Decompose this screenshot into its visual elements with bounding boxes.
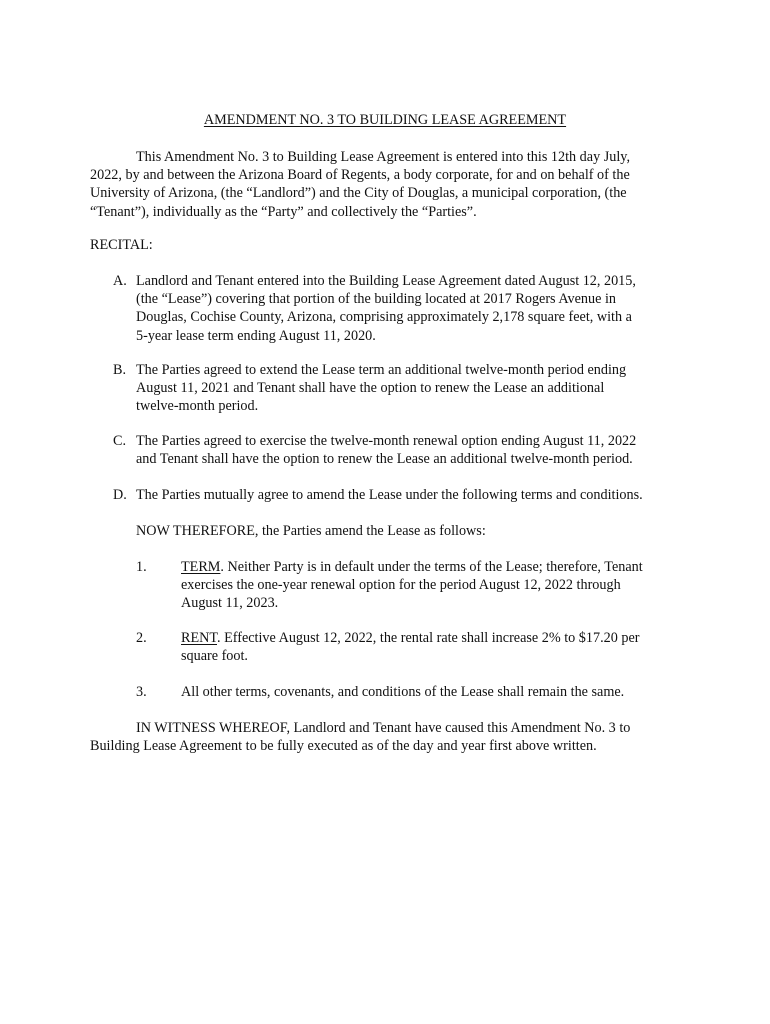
intro-line: University of Arizona, (the “Landlord”) and the City of Douglas, a municipal corporation, (the — [90, 185, 627, 202]
intro-paragraph — [90, 148, 680, 221]
term-line: August 11, 2023. — [181, 595, 279, 612]
now-therefore-text: NOW THEREFORE, the Parties amend the Lease as follows: — [136, 523, 486, 539]
recital-heading: RECITAL: — [90, 237, 153, 253]
intro-line: 2022, by and between the Arizona Board of Regents, a body corporate, for and on behalf of the — [90, 167, 630, 184]
intro-line: “Tenant”), individually as the “Party” and collectively the “Parties”. — [90, 203, 477, 220]
term-item-2 — [136, 629, 686, 665]
term-number: 3. — [136, 684, 147, 700]
recital-line: (the “Lease”) covering that portion of the building located at 2017 Rogers Avenue in — [136, 291, 616, 308]
recital-item-a — [113, 272, 683, 345]
recital-line: 5-year lease term ending August 11, 2020. — [136, 327, 376, 344]
witness-line: IN WITNESS WHEREOF, Landlord and Tenant have caused this Amendment No. 3 to — [136, 720, 631, 736]
recital-line: The Parties mutually agree to amend the Lease under the following terms and conditions. — [136, 487, 643, 503]
witness-line: Building Lease Agreement to be fully executed as of the day and year first above written. — [90, 738, 597, 755]
term-heading: TERM — [181, 559, 221, 575]
term-number: 1. — [136, 559, 147, 575]
recital-item-c — [113, 432, 683, 468]
term-number: 2. — [136, 630, 147, 646]
recital-line: Landlord and Tenant entered into the Building Lease Agreement dated August 12, 2015, — [136, 273, 636, 289]
term-heading: RENT — [181, 630, 217, 646]
recital-line: The Parties agreed to extend the Lease term an additional twelve-month period ending — [136, 362, 627, 378]
term-item-3 — [136, 683, 686, 701]
recital-line: The Parties agreed to exercise the twelve-month renewal option ending August 11, 2022 — [136, 433, 637, 449]
term-text: . Effective August 12, 2022, the rental rate shall increase 2% to $17.20 per — [217, 630, 640, 646]
recital-line: Douglas, Cochise County, Arizona, comprising approximately 2,178 square feet, with a — [136, 309, 632, 326]
term-line — [181, 558, 686, 576]
recital-line: August 11, 2021 and Tenant shall have the option to renew the Lease an additional — [136, 380, 605, 397]
recital-letter: D. — [113, 487, 127, 503]
recital-line: and Tenant shall have the option to renew the Lease an additional twelve-month period. — [136, 451, 633, 468]
intro-line: This Amendment No. 3 to Building Lease Agreement is entered into this 12th day July, — [136, 149, 630, 165]
document-title: AMENDMENT NO. 3 TO BUILDING LEASE AGREEMENT — [203, 112, 567, 128]
recital-line: twelve-month period. — [136, 398, 259, 415]
term-line: All other terms, covenants, and conditions of the Lease shall remain the same. — [181, 684, 625, 700]
recital-item-b — [113, 361, 683, 416]
witness-paragraph — [90, 719, 680, 755]
recital-letter: A. — [113, 273, 127, 289]
term-line: exercises the one-year renewal option for the period August 12, 2022 through — [181, 577, 621, 594]
term-item-1 — [136, 558, 686, 613]
recital-letter: C. — [113, 433, 127, 449]
term-line — [181, 629, 686, 647]
recital-item-d — [113, 486, 683, 504]
term-text: . Neither Party is in default under the terms of the Lease; therefore, Tenant — [220, 559, 643, 575]
term-line: square foot. — [181, 648, 248, 665]
recital-letter: B. — [113, 362, 127, 378]
